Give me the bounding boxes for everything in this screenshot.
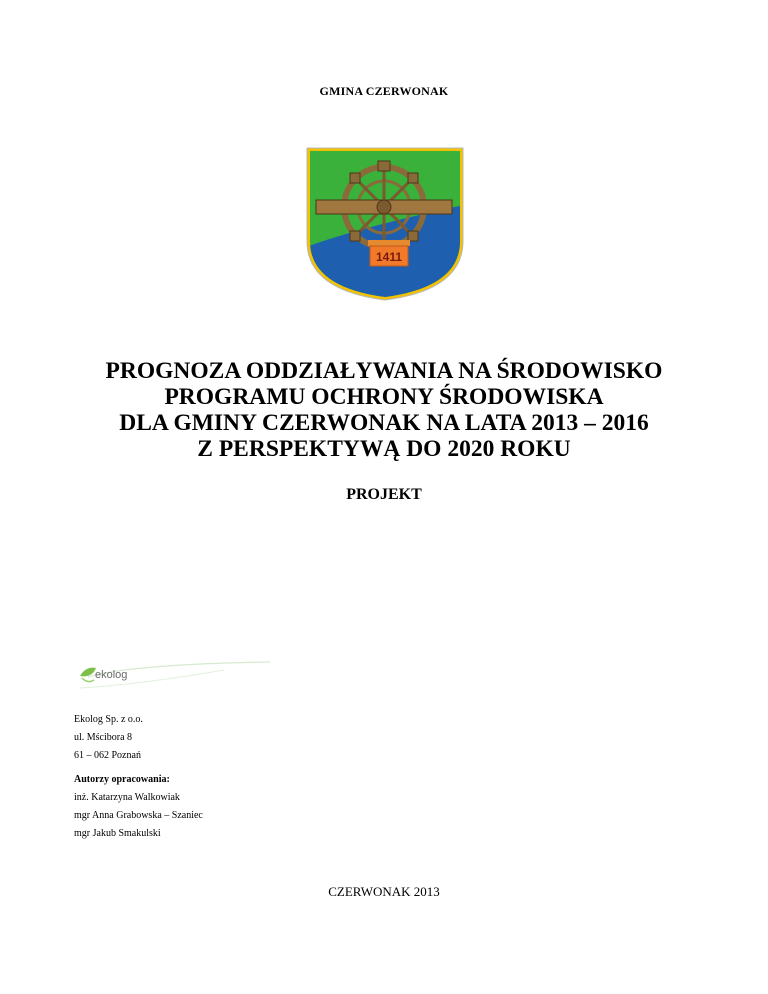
municipality-header: GMINA CZERWONAK — [319, 84, 449, 98]
authors-section — [74, 771, 203, 843]
author-item: inż. Katarzyna Walkowiak — [74, 792, 180, 803]
logo-text: ekolog — [95, 669, 128, 681]
company-address — [74, 711, 143, 765]
crest-year: 1411 — [375, 250, 403, 264]
document-title — [0, 358, 768, 462]
title-line: DLA GMINY CZERWONAK NA LATA 2013 – 2016 — [119, 410, 649, 436]
company-name: Ekolog Sp. z o.o. — [74, 714, 143, 725]
document-subtitle: PROJEKT — [346, 486, 422, 503]
authors-heading: Autorzy opracowania: — [74, 774, 170, 785]
company-city: 61 – 062 Poznań — [74, 750, 141, 761]
title-line: PROGNOZA ODDZIAŁYWANIA NA ŚRODOWISKO — [105, 358, 663, 384]
footer-place-year: CZERWONAK 2013 — [328, 884, 440, 899]
company-street: ul. Mścibora 8 — [74, 732, 133, 743]
year-plaque — [368, 240, 410, 266]
author-item: mgr Anna Grabowska – Szaniec — [74, 810, 203, 821]
coat-of-arms — [306, 147, 464, 301]
title-line: PROGRAMU OCHRONY ŚRODOWISKA — [164, 384, 604, 410]
title-line: Z PERSPEKTYWĄ DO 2020 ROKU — [197, 436, 571, 462]
author-item: mgr Jakub Smakulski — [74, 828, 161, 839]
